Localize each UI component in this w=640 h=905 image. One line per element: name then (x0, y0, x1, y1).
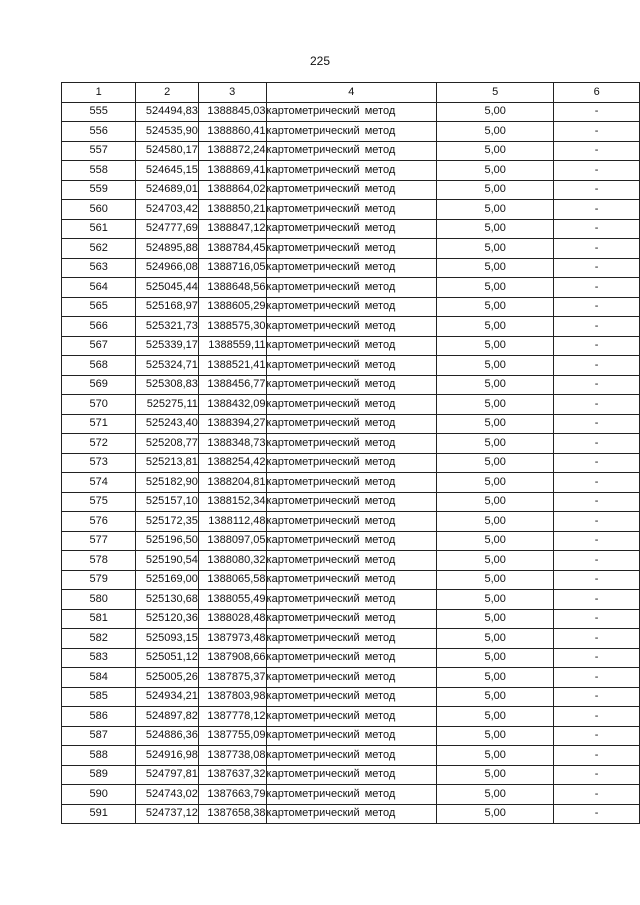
table-row (62, 804, 640, 824)
point-number-cell: 578 (62, 551, 136, 571)
note-cell: - (554, 278, 640, 298)
note-cell: - (554, 434, 640, 454)
note-cell: - (554, 726, 640, 746)
method-cell: картометрический метод (266, 473, 437, 493)
precision-cell: 5,00 (437, 161, 554, 181)
table-row (62, 258, 640, 278)
method-cell: картометрический метод (266, 629, 437, 649)
precision-cell: 5,00 (437, 590, 554, 610)
table-row (62, 356, 640, 376)
point-number-cell: 562 (62, 239, 136, 259)
x-coordinate-cell: 525190,54 (136, 551, 199, 571)
method-cell: картометрический метод (266, 648, 437, 668)
column-header-2: 2 (136, 83, 199, 103)
y-coordinate-cell: 1388028,48 (198, 609, 266, 629)
point-number-cell: 574 (62, 473, 136, 493)
note-cell: - (554, 102, 640, 122)
y-coordinate-cell: 1388716,05 (198, 258, 266, 278)
table-row (62, 668, 640, 688)
note-cell: - (554, 570, 640, 590)
precision-cell: 5,00 (437, 434, 554, 454)
precision-cell: 5,00 (437, 804, 554, 824)
table-row (62, 609, 640, 629)
x-coordinate-cell: 525339,17 (136, 336, 199, 356)
method-cell: картометрический метод (266, 161, 437, 181)
table-body (62, 102, 640, 824)
precision-cell: 5,00 (437, 414, 554, 434)
table-row (62, 278, 640, 298)
method-cell: картометрический метод (266, 200, 437, 220)
y-coordinate-cell: 1388847,12 (198, 219, 266, 239)
page-number: 225 (309, 54, 331, 68)
x-coordinate-cell: 524897,82 (136, 707, 199, 727)
x-coordinate-cell: 525308,83 (136, 375, 199, 395)
x-coordinate-cell: 525243,40 (136, 414, 199, 434)
point-number-cell: 566 (62, 317, 136, 337)
note-cell: - (554, 687, 640, 707)
point-number-cell: 559 (62, 180, 136, 200)
x-coordinate-cell: 524895,88 (136, 239, 199, 259)
x-coordinate-cell: 525005,26 (136, 668, 199, 688)
x-coordinate-cell: 524580,17 (136, 141, 199, 161)
y-coordinate-cell: 1388648,56 (198, 278, 266, 298)
table-row (62, 297, 640, 317)
x-coordinate-cell: 525324,71 (136, 356, 199, 376)
note-cell: - (554, 375, 640, 395)
table-row (62, 239, 640, 259)
table-row (62, 590, 640, 610)
x-coordinate-cell: 525093,15 (136, 629, 199, 649)
method-cell: картометрический метод (266, 746, 437, 766)
table-row (62, 434, 640, 454)
note-cell: - (554, 414, 640, 434)
y-coordinate-cell: 1388080,32 (198, 551, 266, 571)
y-coordinate-cell: 1388348,73 (198, 434, 266, 454)
method-cell: картометрический метод (266, 122, 437, 142)
method-cell: картометрический метод (266, 239, 437, 259)
y-coordinate-cell: 1388112,48 (198, 512, 266, 532)
note-cell: - (554, 531, 640, 551)
column-header-6: 6 (554, 83, 640, 103)
point-number-cell: 568 (62, 356, 136, 376)
x-coordinate-cell: 524886,36 (136, 726, 199, 746)
note-cell: - (554, 258, 640, 278)
precision-cell: 5,00 (437, 629, 554, 649)
point-number-cell: 570 (62, 395, 136, 415)
note-cell: - (554, 141, 640, 161)
note-cell: - (554, 785, 640, 805)
precision-cell: 5,00 (437, 668, 554, 688)
point-number-cell: 558 (62, 161, 136, 181)
method-cell: картометрический метод (266, 512, 437, 532)
point-number-cell: 579 (62, 570, 136, 590)
method-cell: картометрический метод (266, 590, 437, 610)
note-cell: - (554, 668, 640, 688)
precision-cell: 5,00 (437, 687, 554, 707)
note-cell: - (554, 317, 640, 337)
y-coordinate-cell: 1388055,49 (198, 590, 266, 610)
note-cell: - (554, 336, 640, 356)
method-cell: картометрический метод (266, 356, 437, 376)
column-header-1: 1 (62, 83, 136, 103)
method-cell: картометрический метод (266, 785, 437, 805)
note-cell: - (554, 122, 640, 142)
x-coordinate-cell: 524966,08 (136, 258, 199, 278)
point-number-cell: 577 (62, 531, 136, 551)
y-coordinate-cell: 1388869,41 (198, 161, 266, 181)
note-cell: - (554, 180, 640, 200)
table-row (62, 180, 640, 200)
method-cell: картометрический метод (266, 297, 437, 317)
precision-cell: 5,00 (437, 395, 554, 415)
y-coordinate-cell: 1387755,09 (198, 726, 266, 746)
x-coordinate-cell: 525321,73 (136, 317, 199, 337)
x-coordinate-cell: 524777,69 (136, 219, 199, 239)
x-coordinate-cell: 524645,15 (136, 161, 199, 181)
point-number-cell: 587 (62, 726, 136, 746)
table-row (62, 551, 640, 571)
table-row (62, 765, 640, 785)
y-coordinate-cell: 1388864,02 (198, 180, 266, 200)
precision-cell: 5,00 (437, 765, 554, 785)
y-coordinate-cell: 1387778,12 (198, 707, 266, 727)
x-coordinate-cell: 525168,97 (136, 297, 199, 317)
method-cell: картометрический метод (266, 102, 437, 122)
method-cell: картометрический метод (266, 434, 437, 454)
method-cell: картометрический метод (266, 492, 437, 512)
precision-cell: 5,00 (437, 278, 554, 298)
precision-cell: 5,00 (437, 570, 554, 590)
y-coordinate-cell: 1388860,41 (198, 122, 266, 142)
precision-cell: 5,00 (437, 297, 554, 317)
y-coordinate-cell: 1387663,79 (198, 785, 266, 805)
method-cell: картометрический метод (266, 180, 437, 200)
table-row (62, 414, 640, 434)
y-coordinate-cell: 1387658,38 (198, 804, 266, 824)
point-number-cell: 576 (62, 512, 136, 532)
y-coordinate-cell: 1387738,08 (198, 746, 266, 766)
y-coordinate-cell: 1387637,32 (198, 765, 266, 785)
point-number-cell: 567 (62, 336, 136, 356)
point-number-cell: 555 (62, 102, 136, 122)
note-cell: - (554, 492, 640, 512)
note-cell: - (554, 239, 640, 259)
precision-cell: 5,00 (437, 102, 554, 122)
y-coordinate-cell: 1387875,37 (198, 668, 266, 688)
point-number-cell: 573 (62, 453, 136, 473)
y-coordinate-cell: 1388432,09 (198, 395, 266, 415)
point-number-cell: 591 (62, 804, 136, 824)
table-row (62, 570, 640, 590)
method-cell: картометрический метод (266, 765, 437, 785)
method-cell: картометрический метод (266, 687, 437, 707)
x-coordinate-cell: 525157,10 (136, 492, 199, 512)
precision-cell: 5,00 (437, 258, 554, 278)
table-row (62, 395, 640, 415)
precision-cell: 5,00 (437, 336, 554, 356)
method-cell: картометрический метод (266, 531, 437, 551)
x-coordinate-cell: 524916,98 (136, 746, 199, 766)
point-number-cell: 588 (62, 746, 136, 766)
table-row (62, 453, 640, 473)
point-number-cell: 557 (62, 141, 136, 161)
y-coordinate-cell: 1388394,27 (198, 414, 266, 434)
y-coordinate-cell: 1388872,24 (198, 141, 266, 161)
point-number-cell: 571 (62, 414, 136, 434)
precision-cell: 5,00 (437, 785, 554, 805)
table-row (62, 746, 640, 766)
y-coordinate-cell: 1388784,45 (198, 239, 266, 259)
x-coordinate-cell: 525045,44 (136, 278, 199, 298)
method-cell: картометрический метод (266, 219, 437, 239)
method-cell: картометрический метод (266, 317, 437, 337)
x-coordinate-cell: 524689,01 (136, 180, 199, 200)
point-number-cell: 583 (62, 648, 136, 668)
note-cell: - (554, 219, 640, 239)
method-cell: картометрический метод (266, 726, 437, 746)
method-cell: картометрический метод (266, 804, 437, 824)
precision-cell: 5,00 (437, 531, 554, 551)
point-number-cell: 584 (62, 668, 136, 688)
table-row (62, 375, 640, 395)
point-number-cell: 569 (62, 375, 136, 395)
x-coordinate-cell: 524934,21 (136, 687, 199, 707)
method-cell: картометрический метод (266, 707, 437, 727)
x-coordinate-cell: 525172,35 (136, 512, 199, 532)
x-coordinate-cell: 525169,00 (136, 570, 199, 590)
note-cell: - (554, 356, 640, 376)
table-row (62, 336, 640, 356)
precision-cell: 5,00 (437, 726, 554, 746)
note-cell: - (554, 629, 640, 649)
table-row (62, 219, 640, 239)
column-header-4: 4 (266, 83, 437, 103)
table-row (62, 200, 640, 220)
point-number-cell: 585 (62, 687, 136, 707)
table-row (62, 492, 640, 512)
table-row (62, 122, 640, 142)
y-coordinate-cell: 1388152,34 (198, 492, 266, 512)
method-cell: картометрический метод (266, 395, 437, 415)
point-number-cell: 561 (62, 219, 136, 239)
precision-cell: 5,00 (437, 492, 554, 512)
method-cell: картометрический метод (266, 414, 437, 434)
method-cell: картометрический метод (266, 141, 437, 161)
x-coordinate-cell: 524703,42 (136, 200, 199, 220)
point-number-cell: 560 (62, 200, 136, 220)
x-coordinate-cell: 525051,12 (136, 648, 199, 668)
x-coordinate-cell: 524743,02 (136, 785, 199, 805)
note-cell: - (554, 512, 640, 532)
precision-cell: 5,00 (437, 141, 554, 161)
x-coordinate-cell: 525275,11 (136, 395, 199, 415)
point-number-cell: 590 (62, 785, 136, 805)
point-number-cell: 564 (62, 278, 136, 298)
y-coordinate-cell: 1388254,42 (198, 453, 266, 473)
precision-cell: 5,00 (437, 375, 554, 395)
y-coordinate-cell: 1388845,03 (198, 102, 266, 122)
point-number-cell: 556 (62, 122, 136, 142)
x-coordinate-cell: 525120,36 (136, 609, 199, 629)
note-cell: - (554, 297, 640, 317)
method-cell: картометрический метод (266, 570, 437, 590)
table-row (62, 707, 640, 727)
note-cell: - (554, 648, 640, 668)
method-cell: картометрический метод (266, 551, 437, 571)
precision-cell: 5,00 (437, 746, 554, 766)
precision-cell: 5,00 (437, 239, 554, 259)
precision-cell: 5,00 (437, 200, 554, 220)
method-cell: картометрический метод (266, 258, 437, 278)
y-coordinate-cell: 1387803,98 (198, 687, 266, 707)
point-number-cell: 586 (62, 707, 136, 727)
method-cell: картометрический метод (266, 609, 437, 629)
point-number-cell: 581 (62, 609, 136, 629)
note-cell: - (554, 551, 640, 571)
y-coordinate-cell: 1388850,21 (198, 200, 266, 220)
method-cell: картометрический метод (266, 336, 437, 356)
point-number-cell: 575 (62, 492, 136, 512)
precision-cell: 5,00 (437, 122, 554, 142)
precision-cell: 5,00 (437, 648, 554, 668)
precision-cell: 5,00 (437, 317, 554, 337)
y-coordinate-cell: 1388097,05 (198, 531, 266, 551)
note-cell: - (554, 395, 640, 415)
table-row (62, 726, 640, 746)
table-row (62, 687, 640, 707)
precision-cell: 5,00 (437, 609, 554, 629)
precision-cell: 5,00 (437, 512, 554, 532)
table-row (62, 629, 640, 649)
y-coordinate-cell: 1388065,58 (198, 570, 266, 590)
precision-cell: 5,00 (437, 180, 554, 200)
x-coordinate-cell: 524797,81 (136, 765, 199, 785)
column-header-5: 5 (437, 83, 554, 103)
x-coordinate-cell: 525130,68 (136, 590, 199, 610)
table-row (62, 512, 640, 532)
y-coordinate-cell: 1388521,41 (198, 356, 266, 376)
x-coordinate-cell: 525196,50 (136, 531, 199, 551)
precision-cell: 5,00 (437, 551, 554, 571)
y-coordinate-cell: 1388605,29 (198, 297, 266, 317)
table-row (62, 317, 640, 337)
y-coordinate-cell: 1387973,48 (198, 629, 266, 649)
point-number-cell: 572 (62, 434, 136, 454)
table-row (62, 785, 640, 805)
table-row (62, 531, 640, 551)
method-cell: картометрический метод (266, 278, 437, 298)
y-coordinate-cell: 1388559,11 (198, 336, 266, 356)
note-cell: - (554, 707, 640, 727)
note-cell: - (554, 453, 640, 473)
precision-cell: 5,00 (437, 473, 554, 493)
point-number-cell: 565 (62, 297, 136, 317)
note-cell: - (554, 609, 640, 629)
y-coordinate-cell: 1388204,81 (198, 473, 266, 493)
table-header-row (62, 83, 640, 103)
table-row (62, 473, 640, 493)
y-coordinate-cell: 1388456,77 (198, 375, 266, 395)
method-cell: картометрический метод (266, 668, 437, 688)
precision-cell: 5,00 (437, 453, 554, 473)
precision-cell: 5,00 (437, 707, 554, 727)
method-cell: картометрический метод (266, 375, 437, 395)
note-cell: - (554, 765, 640, 785)
table-row (62, 648, 640, 668)
x-coordinate-cell: 524494,83 (136, 102, 199, 122)
note-cell: - (554, 200, 640, 220)
point-number-cell: 563 (62, 258, 136, 278)
column-header-3: 3 (198, 83, 266, 103)
x-coordinate-cell: 525182,90 (136, 473, 199, 493)
note-cell: - (554, 746, 640, 766)
y-coordinate-cell: 1388575,30 (198, 317, 266, 337)
note-cell: - (554, 473, 640, 493)
precision-cell: 5,00 (437, 356, 554, 376)
point-number-cell: 589 (62, 765, 136, 785)
table-row (62, 141, 640, 161)
note-cell: - (554, 590, 640, 610)
precision-cell: 5,00 (437, 219, 554, 239)
x-coordinate-cell: 524737,12 (136, 804, 199, 824)
y-coordinate-cell: 1387908,66 (198, 648, 266, 668)
note-cell: - (554, 161, 640, 181)
note-cell: - (554, 804, 640, 824)
x-coordinate-cell: 524535,90 (136, 122, 199, 142)
point-number-cell: 580 (62, 590, 136, 610)
x-coordinate-cell: 525213,81 (136, 453, 199, 473)
coordinates-table (61, 82, 640, 824)
point-number-cell: 582 (62, 629, 136, 649)
table-row (62, 161, 640, 181)
x-coordinate-cell: 525208,77 (136, 434, 199, 454)
method-cell: картометрический метод (266, 453, 437, 473)
table-row (62, 102, 640, 122)
